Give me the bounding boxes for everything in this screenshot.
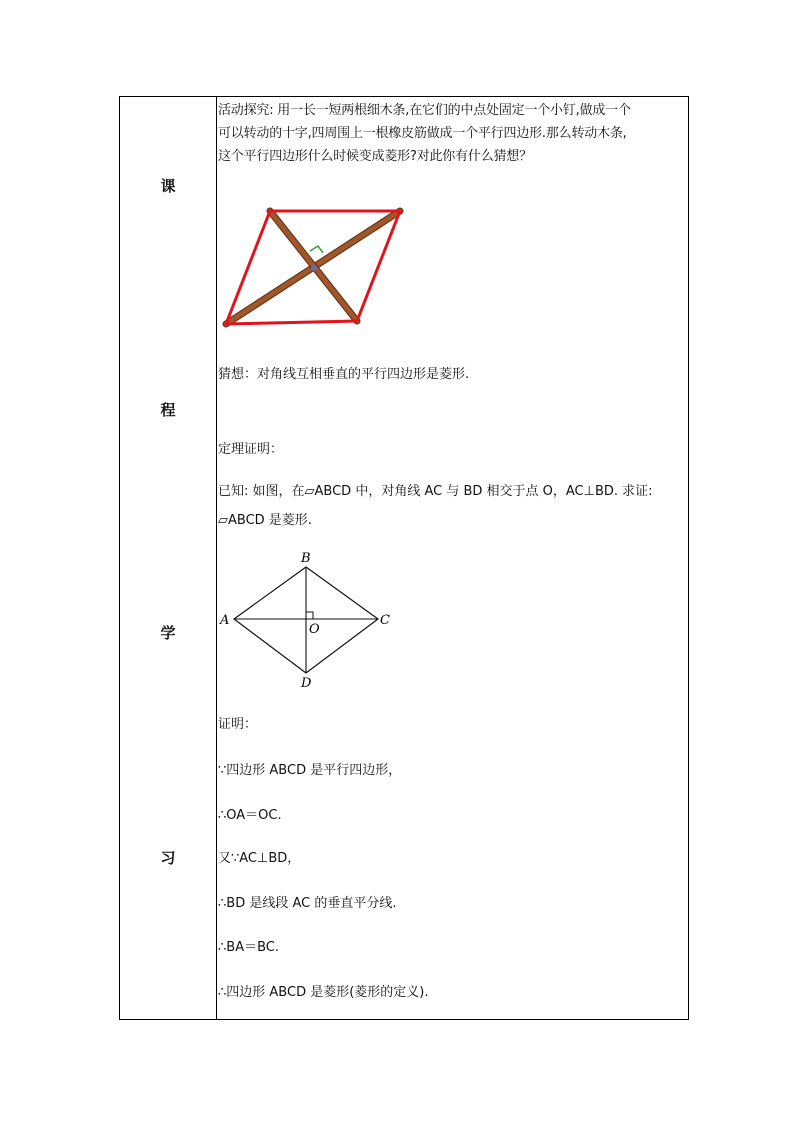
center-label-o: O: [309, 622, 320, 637]
side-label-xue: 学: [160, 624, 176, 642]
rhombus-figure: [218, 549, 396, 689]
vertex-label-d: D: [301, 676, 312, 689]
proof-step: ∴OA＝OC.: [218, 808, 282, 823]
right-angle-mark-icon: [306, 612, 313, 619]
column-divider: [216, 97, 217, 1019]
vertex-label-b: B: [301, 551, 311, 566]
activity-line: 这个平行四边形什么时候变成菱形?对此你有什么猜想？: [218, 149, 532, 164]
given-line-1: 已知: 如图，在▱ABCD 中，对角线 AC 与 BD 相交于点 O，AC⊥BD. 求证:: [218, 484, 653, 499]
side-label-xi: 习: [160, 849, 176, 867]
theorem-title: 定理证明：: [218, 442, 284, 457]
nail-icon: [311, 265, 317, 271]
activity-line: 活动探究: 用一长一短两根细木条,在它们的中点处固定一个小钉,做成一个: [218, 103, 631, 118]
activity-line: 可以转动的十字,四周围上一根橡皮筋做成一个平行四边形.那么转动木条,: [218, 126, 627, 141]
side-label-cheng: 程: [160, 401, 176, 419]
proof-step: 又∵AC⊥BD，: [218, 851, 301, 866]
given-line-2: ▱ABCD 是菱形.: [218, 513, 312, 528]
stick-cross-illustration: [222, 207, 412, 329]
lesson-table: [119, 96, 689, 1020]
proof-step: ∴四边形 ABCD 是菱形(菱形的定义).: [218, 985, 429, 1000]
proof-title: 证明：: [218, 717, 258, 732]
conjecture-text: 猜想：对角线互相垂直的平行四边形是菱形.: [218, 367, 470, 382]
proof-step: ∴BA＝BC.: [218, 940, 279, 955]
vertex-label-a: A: [220, 613, 230, 628]
vertex-label-c: C: [380, 613, 390, 628]
side-label-ke: 课: [160, 177, 176, 195]
proof-step: ∴BD 是线段 AC 的垂直平分线.: [218, 896, 397, 911]
right-angle-mark-icon: [310, 246, 323, 253]
proof-step: ∵四边形 ABCD 是平行四边形，: [218, 763, 402, 778]
content-column: [218, 97, 688, 1019]
activity-paragraph: [218, 99, 686, 168]
